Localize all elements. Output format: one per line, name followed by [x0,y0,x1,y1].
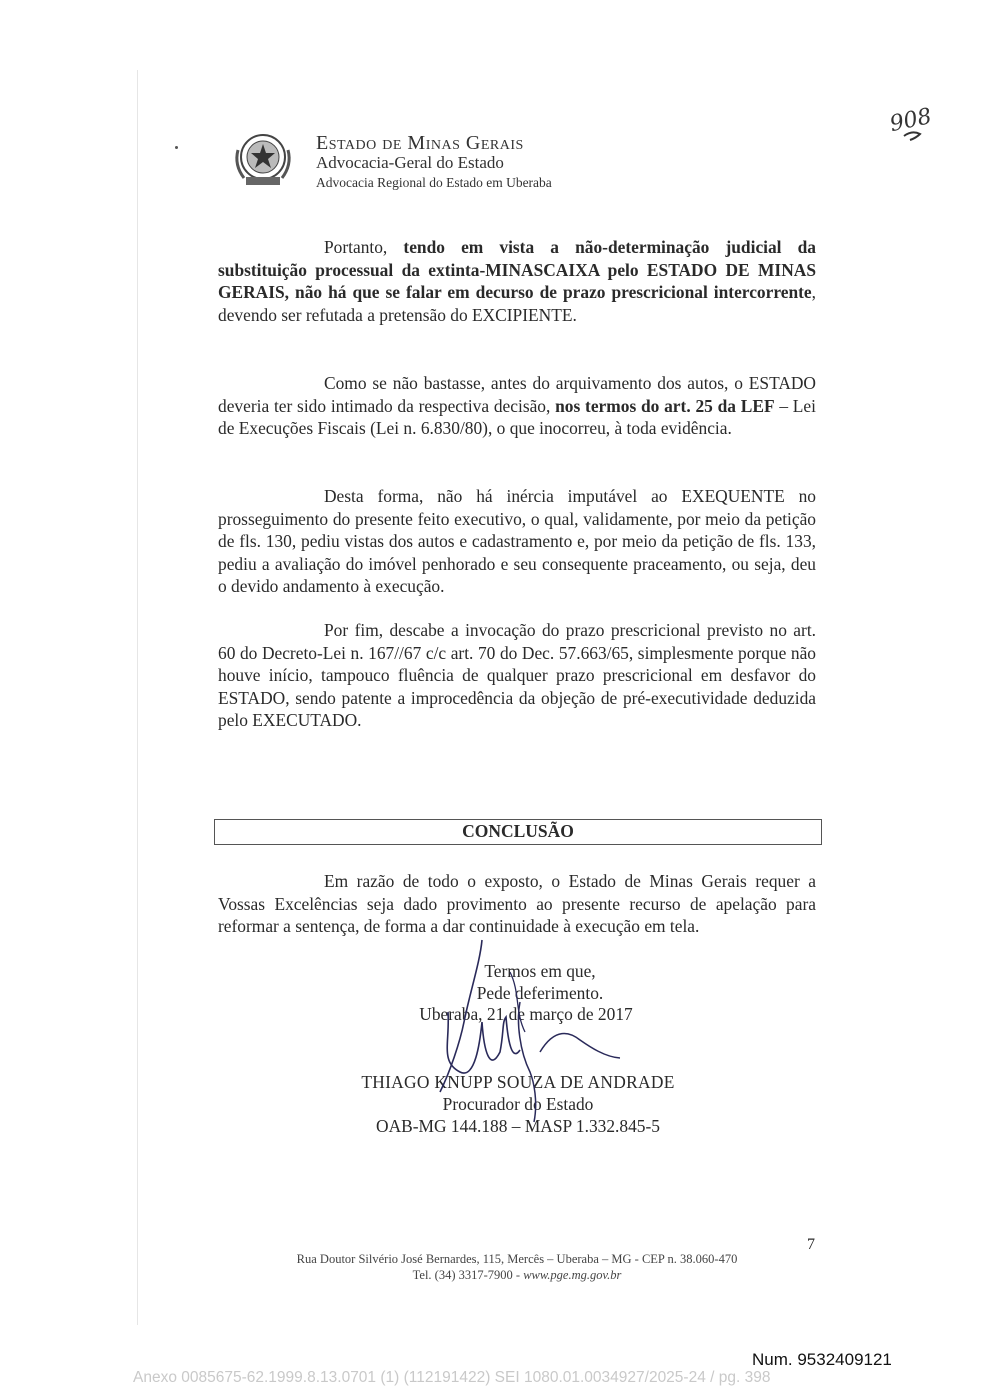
paragraph-2 [218,372,816,440]
margin-mark [175,146,178,149]
page-number: 7 [807,1236,815,1253]
page-edge-line [137,70,138,1325]
paragraph-text: Desta forma, não há inércia imputável ao EXEQUENTE no prosseguimento do presente feito executivo, o qual, validamente, por meio da petição de fls. 130, pediu vistas dos autos e cadastramento e, por meio da petição de fls. 133, pediu a avaliação do imóvel penhorado e seu consequente praceamento, ou seja, deu o devido andamento à execução. [218,486,816,596]
paragraph-text: Como se não bastasse, antes do arquivamento dos autos, o ESTADO deveria ter sido intimado da respectiva decisão, [218,373,816,416]
signatory-title: Procurador do Estado [442,1094,594,1114]
signatory-registration: OAB-MG 144.188 – MASP 1.332.845-5 [376,1116,660,1136]
conclusion-heading: CONCLUSÃO [214,819,822,845]
paragraph-4 [218,619,816,732]
annex-stamp: Anexo 0085675-62.1999.8.13.0701 (1) (112191422) SEI 1080.01.0034927/2025-24 / pg. 398 [133,1369,771,1386]
handwritten-page-number [886,96,946,146]
closing-line-2: Pede deferimento. [476,983,604,1003]
footer-address: Rua Doutor Silvério José Bernardes, 115, Mercês – Uberaba – MG - CEP n. 38.060-470 [296,1252,738,1266]
header-agency: Advocacia-Geral do Estado [316,153,504,172]
bold-text: nos termos do art. 25 da LEF [555,395,775,416]
paragraph-text: , devendo ser refutada a pretensão do EXCIPIENTE. [218,282,816,325]
handwritten-signature [420,932,630,1132]
paragraph-1 [218,236,816,326]
svg-text:908: 908 [887,103,934,138]
conclusion-text: Em razão de todo o exposto, o Estado de Minas Gerais requer a Vossas Excelências seja dado provimento ao presente recurso de apelação para reformar a sentença, de forma a dar continuidade à execução em tela. [218,871,816,936]
closing-date: Uberaba, 21 de março de 2017 [419,1004,633,1024]
footer-phone: Tel. (34) 3317-7900 - [412,1268,524,1282]
paragraph-text: – Lei de Execuções Fiscais (Lei n. 6.830/80), o que inocorreu, à toda evidência. [218,395,816,438]
paragraph-text: Por fim, descabe a invocação do prazo prescricional previsto no art. 60 do Decreto-Lei n. 167//67 c/c art. 70 do Dec. 57.663/65, simplesmente porque não houve início, tampouco fluência de qualquer prazo prescricional em desfavor do ESTADO, sendo patente a improcedência da objeção de pré-executividade deduzida pelo EXECUTADO. [218,620,816,730]
footer-website: www.pge.mg.gov.br [523,1268,622,1282]
bold-text: tendo em vista a não-determinação judicial da substituição processual da extinta-MINASCAIXA pelo ESTADO DE MINAS GERAIS, não há que se falar em decurso de prazo prescricional intercorrente [218,237,816,302]
conclusion-paragraph [218,870,816,938]
header-regional: Advocacia Regional do Estado em Uberaba [316,175,552,190]
signatory-name: THIAGO KNUPP SOUZA DE ANDRADE [361,1072,675,1092]
header-state: Estado de Minas Gerais [316,132,524,154]
paragraph-text: Portanto, [324,237,404,257]
document-number: Num. 9532409121 [752,1350,892,1369]
paragraph-3 [218,485,816,598]
coat-of-arms-icon [232,130,294,190]
closing-line-1: Termos em que, [484,961,596,981]
footer-contact [218,1268,816,1283]
